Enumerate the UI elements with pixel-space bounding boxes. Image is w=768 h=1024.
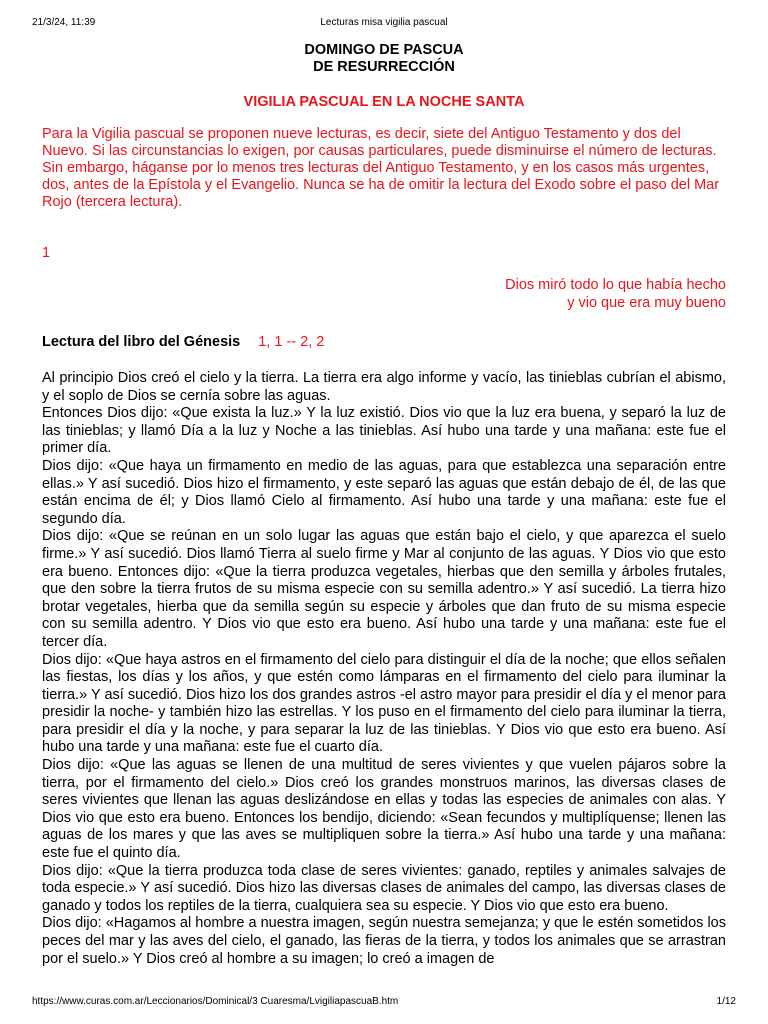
paragraph: Dios dijo: «Hagamos al hombre a nuestra imagen, según nuestra semejanza; y que le estén sometidos los peces del mar y las aves del cielo, el ganado, las fieras de la tierra, y todos los animales que se arrastran por el suelo.» Y Dios creó al hombre a su imagen; lo creó a imagen de	[42, 915, 726, 967]
print-page-title: Lecturas misa vigilia pascual	[320, 17, 448, 28]
reading-number: 1	[42, 245, 51, 261]
subtitle: VIGILIA PASCUAL EN LA NOCHE SANTA	[243, 94, 525, 110]
paragraph: Dios dijo: «Que haya un firmamento en medio de las aguas, para que establezca una separación entre ellas.» Y así sucedió. Dios hizo el firmamento, y este separó las aguas que están debajo de él, de las que están encima de él; y Dios llamó Cielo al firmamento. Así hubo una tarde y una mañana: este fue el segundo día.	[42, 457, 726, 527]
print-header	[32, 17, 736, 31]
reading-body	[42, 370, 726, 968]
print-datetime: 21/3/24, 11:39	[32, 17, 96, 28]
reading-title: Lectura del libro del Génesis	[42, 334, 241, 350]
title-line-1: DOMINGO DE PASCUA	[304, 42, 464, 58]
paragraph: Dios dijo: «Que haya astros en el firmamento del cielo para distinguir el día de la noche; que ellos señalen las fiestas, los días y los años, y que estén como lámparas en el firmamento del cielo para iluminar la tierra.» Y así sucedió. Dios hizo los dos grandes astros -el astro mayor para presidir el día y el menor para presidir la noche- y también hizo las estrellas. Y los puso en el firmamento del cielo para iluminar la tierra, para presidir el día y la noche, y para separar la luz de las tinieblas. Y Dios vio que esto era bueno. Así hubo una tarde y una mañana: este fue el cuarto día.	[42, 651, 726, 756]
paragraph: Al principio Dios creó el cielo y la tierra. La tierra era algo informe y vacío, las tinieblas cubrían el abismo, y el soplo de Dios se cernía sobre las aguas.	[42, 370, 726, 404]
reading-reference: 1, 1 -- 2, 2	[258, 334, 325, 350]
document-content	[42, 42, 726, 968]
print-footer	[32, 996, 736, 1010]
antiphon-line-2: y vio que era muy bueno	[567, 294, 726, 311]
paragraph: Dios dijo: «Que se reúnan en un solo lugar las aguas que están bajo el cielo, y que aparezca el suelo firme.» Y así sucedió. Dios llamó Tierra al suelo firme y Mar al conjunto de las aguas. Y Dios vio que esto era bueno. Entonces dijo: «Que la tierra produzca vegetales, hierbas que den semilla y árboles frutales, que den sobre la tierra frutos de su misma especie con su semilla adentro.» Y así sucedió. La tierra hizo brotar vegetales, hierba que da semilla según su especie y árboles que dan fruto de su misma especie con su semilla adentro. Y Dios vio que esto era bueno. Así hubo una tarde y una mañana: este fue el tercer día.	[42, 528, 726, 650]
antiphon	[42, 277, 726, 312]
page-title	[42, 42, 726, 76]
paragraph: Dios dijo: «Que la tierra produzca toda clase de seres vivientes: ganado, reptiles y animales salvajes de toda especie.» Y así sucedió. Dios hizo las diversas clases de animales del campo, las diversas clases de ganado y todos los reptiles de la tierra, cualquiera sea su especie. Y Dios vio que esto era bueno.	[42, 862, 726, 914]
page-number: 1/12	[716, 996, 736, 1007]
paragraph: Entonces Dios dijo: «Que exista la luz.» Y la luz existió. Dios vio que la luz era buena, y separó la luz de las tinieblas; y llamó Día a la luz y Noche a las tinieblas. Así hubo una tarde y una mañana: este fue el primer día.	[42, 405, 726, 457]
title-line-2: DE RESURRECCIÓN	[313, 59, 455, 75]
antiphon-line-1: Dios miró todo lo que había hecho	[505, 277, 726, 293]
reading-heading	[42, 334, 726, 350]
print-url: https://www.curas.com.ar/Leccionarios/Dominical/3 Cuaresma/LvigiliapascuaB.htm	[32, 996, 399, 1007]
intro-rubric: Para la Vigilia pascual se proponen nueve lecturas, es decir, siete del Antiguo Testamento y dos del Nuevo. Si las circunstancias lo exigen, por causas particulares, puede disminuirse el número de lecturas. Sin embargo, háganse por lo menos tres lecturas del Antiguo Testamento, y en los casos más urgentes, dos, antes de la Epístola y el Evangelio. Nunca se ha de omitir la lectura del Exodo sobre el paso del Mar Rojo (tercera lectura).	[42, 126, 720, 210]
paragraph: Dios dijo: «Que las aguas se llenen de una multitud de seres vivientes y que vuelen pájaros sobre la tierra, por el firmamento del cielo.» Dios creó los grandes monstruos marinos, las diversas clases de seres vivientes que llenan las aguas deslizándose en ellas y todas las especies de animales con alas. Y Dios vio que esto era bueno. Entonces los bendijo, diciendo: «Sean fecundos y multiplíquense; llenen las aguas de los mares y que las aves se multipliquen sobre la tierra.» Así hubo una tarde y una mañana: este fue el quinto día.	[42, 757, 726, 862]
